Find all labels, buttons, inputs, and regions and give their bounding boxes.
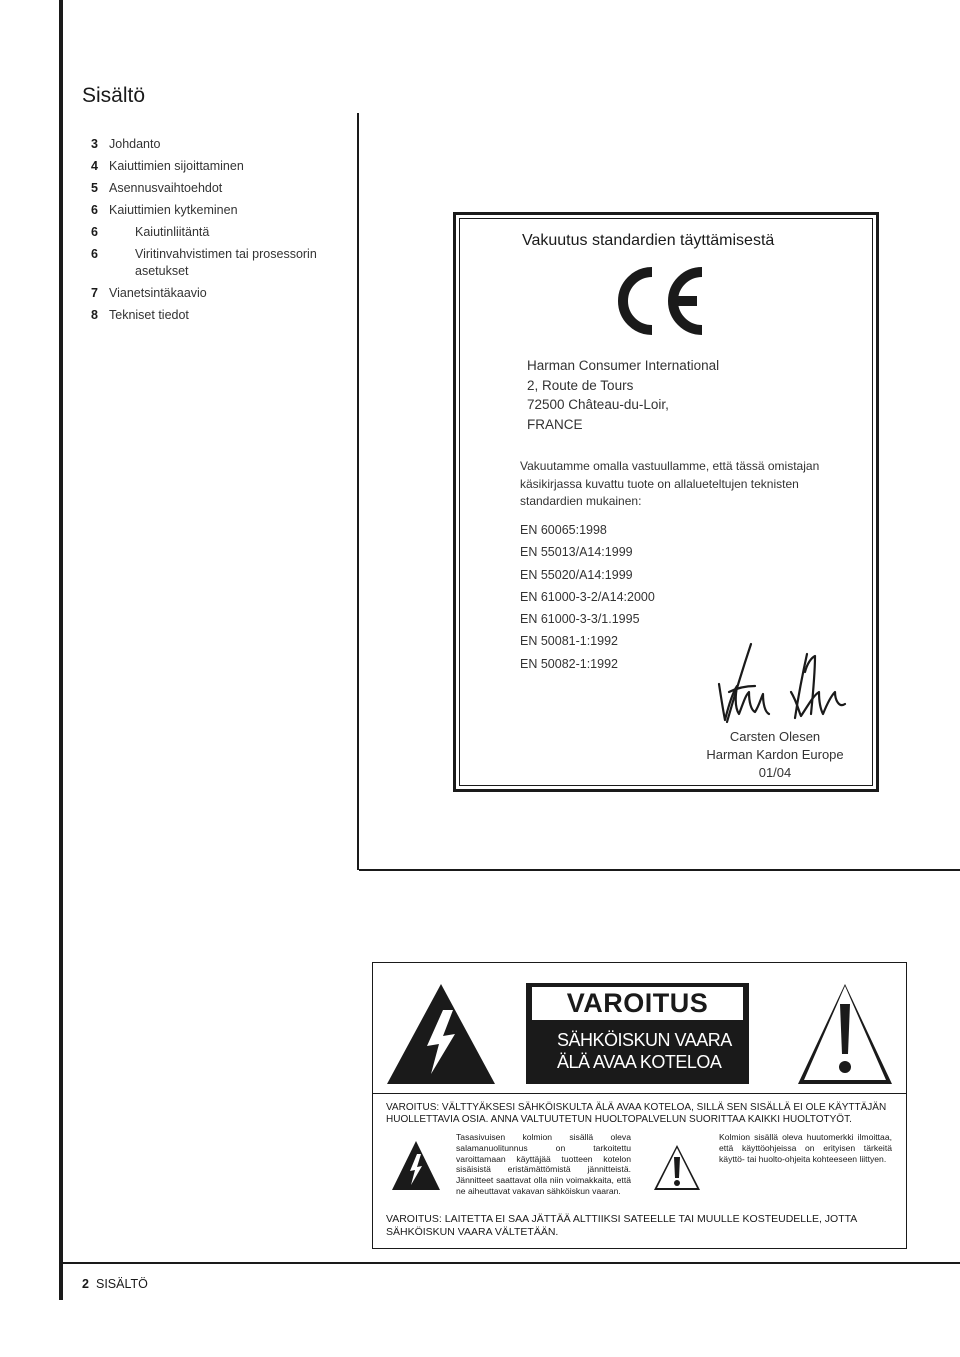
standards-list bbox=[520, 519, 655, 675]
address-line: 72500 Château-du-Loir, bbox=[527, 397, 669, 412]
toc-page-number: 3 bbox=[91, 137, 98, 151]
toc-label: Kaiuttimien kytkeminen bbox=[109, 203, 238, 217]
toc-label: Kaiuttimien sijoittaminen bbox=[109, 159, 244, 173]
exclamation-triangle-icon bbox=[796, 982, 894, 1091]
toc-label: Viritinvahvistimen tai prosessorin asetukset bbox=[135, 247, 317, 278]
signer-block bbox=[700, 728, 850, 782]
footer-section-title: SISÄLTÖ bbox=[96, 1277, 148, 1291]
toc-page-number: 6 bbox=[91, 247, 98, 261]
standard-item: EN 55013/A14:1999 bbox=[520, 545, 633, 560]
shock-hazard-line: SÄHKÖISKUN VAARA bbox=[557, 1030, 732, 1050]
warning-label-panel bbox=[526, 983, 749, 1084]
standard-item: EN 50081-1:1992 bbox=[520, 634, 618, 649]
toc-label: Kaiutinliitäntä bbox=[135, 225, 210, 239]
toc-entry[interactable] bbox=[91, 158, 351, 175]
declaration-title: Vakuutus standardien täyttämisestä bbox=[522, 232, 775, 249]
page-number: 2 bbox=[82, 1277, 89, 1291]
toc-label: Asennusvaihtoehdot bbox=[109, 181, 223, 195]
toc-entry[interactable] bbox=[91, 285, 351, 302]
toc-label: Tekniset tiedot bbox=[109, 308, 189, 322]
ce-mark-icon bbox=[610, 266, 710, 341]
do-not-open-line: ÄLÄ AVAA KOTELOA bbox=[557, 1052, 722, 1072]
toc-page-number: 6 bbox=[91, 225, 98, 239]
lightning-triangle-icon bbox=[391, 1140, 441, 1197]
standard-item: EN 60065:1998 bbox=[520, 523, 607, 537]
handwritten-signature bbox=[715, 642, 850, 732]
standard-item: EN 50082-1:1992 bbox=[520, 656, 618, 671]
toc-page-number: 8 bbox=[91, 308, 98, 322]
signer-name: Carsten Olesen bbox=[729, 729, 821, 744]
toc-page-number: 6 bbox=[91, 203, 98, 217]
toc-page-number: 7 bbox=[91, 286, 98, 300]
page-title: Sisältö bbox=[82, 84, 146, 107]
toc-label: Johdanto bbox=[109, 137, 161, 151]
section-rule bbox=[359, 869, 960, 871]
exclamation-triangle-icon bbox=[653, 1144, 701, 1197]
toc-label: Vianetsintäkaavio bbox=[109, 286, 207, 300]
toc-page-number: 5 bbox=[91, 181, 98, 195]
warning-divider bbox=[372, 1093, 907, 1094]
moisture-warning-text: VAROITUS: LAITETTA EI SAA JÄTTÄÄ ALTTIIKSI SATEELLE TAI MUULLE KOSTEUDELLE, JOTTA SÄHKÖISKUN VAARA VÄLTETÄÄN. bbox=[386, 1213, 857, 1238]
declaration-date: 01/04 bbox=[758, 765, 792, 780]
toc-subentry[interactable] bbox=[91, 246, 351, 280]
standard-item: EN 61000-3-2/A14:2000 bbox=[520, 589, 655, 604]
toc-entry[interactable] bbox=[91, 180, 351, 197]
address-line: 2, Route de Tours bbox=[527, 377, 634, 393]
standard-item: EN 61000-3-3/1.1995 bbox=[520, 612, 640, 627]
footer-rule bbox=[59, 1262, 960, 1264]
lightning-symbol-explanation: Tasasivuisen kolmion sisällä oleva salamanuolitunnus on tarkoitettu varoittamaan käyttäjää tuotteen kotelon sisäisistä eristämättömistä jännitteistä. Jännitteet saattavat olla niin voimakkaita, että ne aiheuttavat vakavan sähköiskun vaaran. bbox=[456, 1132, 631, 1196]
standard-item: EN 55020/A14:1999 bbox=[520, 567, 633, 582]
manufacturer-address bbox=[527, 356, 719, 434]
toc-subentry[interactable] bbox=[91, 224, 351, 241]
address-line: FRANCE bbox=[527, 416, 583, 432]
warning-service-text: VAROITUS: VÄLTTYÄKSESI SÄHKÖISKULTA ÄLÄ AVAA KOTELOA, SILLÄ SEN SISÄLLÄ EI OLE KÄYTTÄJÄN HUOLLETTAVIA OSIA. ANNA VALTUUTETUN HUOLTOPALVELUN SUORITTAA KAIKKI HUOLTOTYÖT. bbox=[386, 1102, 887, 1125]
warning-heading: VAROITUS bbox=[532, 987, 743, 1020]
table-of-contents bbox=[91, 136, 351, 329]
toc-entry[interactable] bbox=[91, 136, 351, 153]
signer-company: Harman Kardon Europe bbox=[706, 747, 844, 762]
toc-entry[interactable] bbox=[91, 202, 351, 219]
address-line: Harman Consumer International bbox=[527, 358, 720, 373]
column-rule bbox=[357, 113, 359, 870]
toc-entry[interactable] bbox=[91, 307, 351, 324]
warning-subtitle bbox=[557, 1029, 732, 1073]
left-margin-rule bbox=[59, 0, 63, 1300]
conformity-statement: Vakuutamme omalla vastuullamme, että tässä omistajan käsikirjassa kuvattu tuote on allalueteltujen teknisten standardien mukainen: bbox=[520, 459, 820, 508]
exclamation-symbol-explanation: Kolmion sisällä oleva huutomerkki ilmoittaa, että käyttöohjeissa on erityisen tärkeitä käyttö- tai huolto-ohjeita kohteeseen liittyen. bbox=[719, 1132, 892, 1164]
toc-page-number: 4 bbox=[91, 159, 98, 173]
lightning-triangle-icon bbox=[385, 982, 497, 1091]
